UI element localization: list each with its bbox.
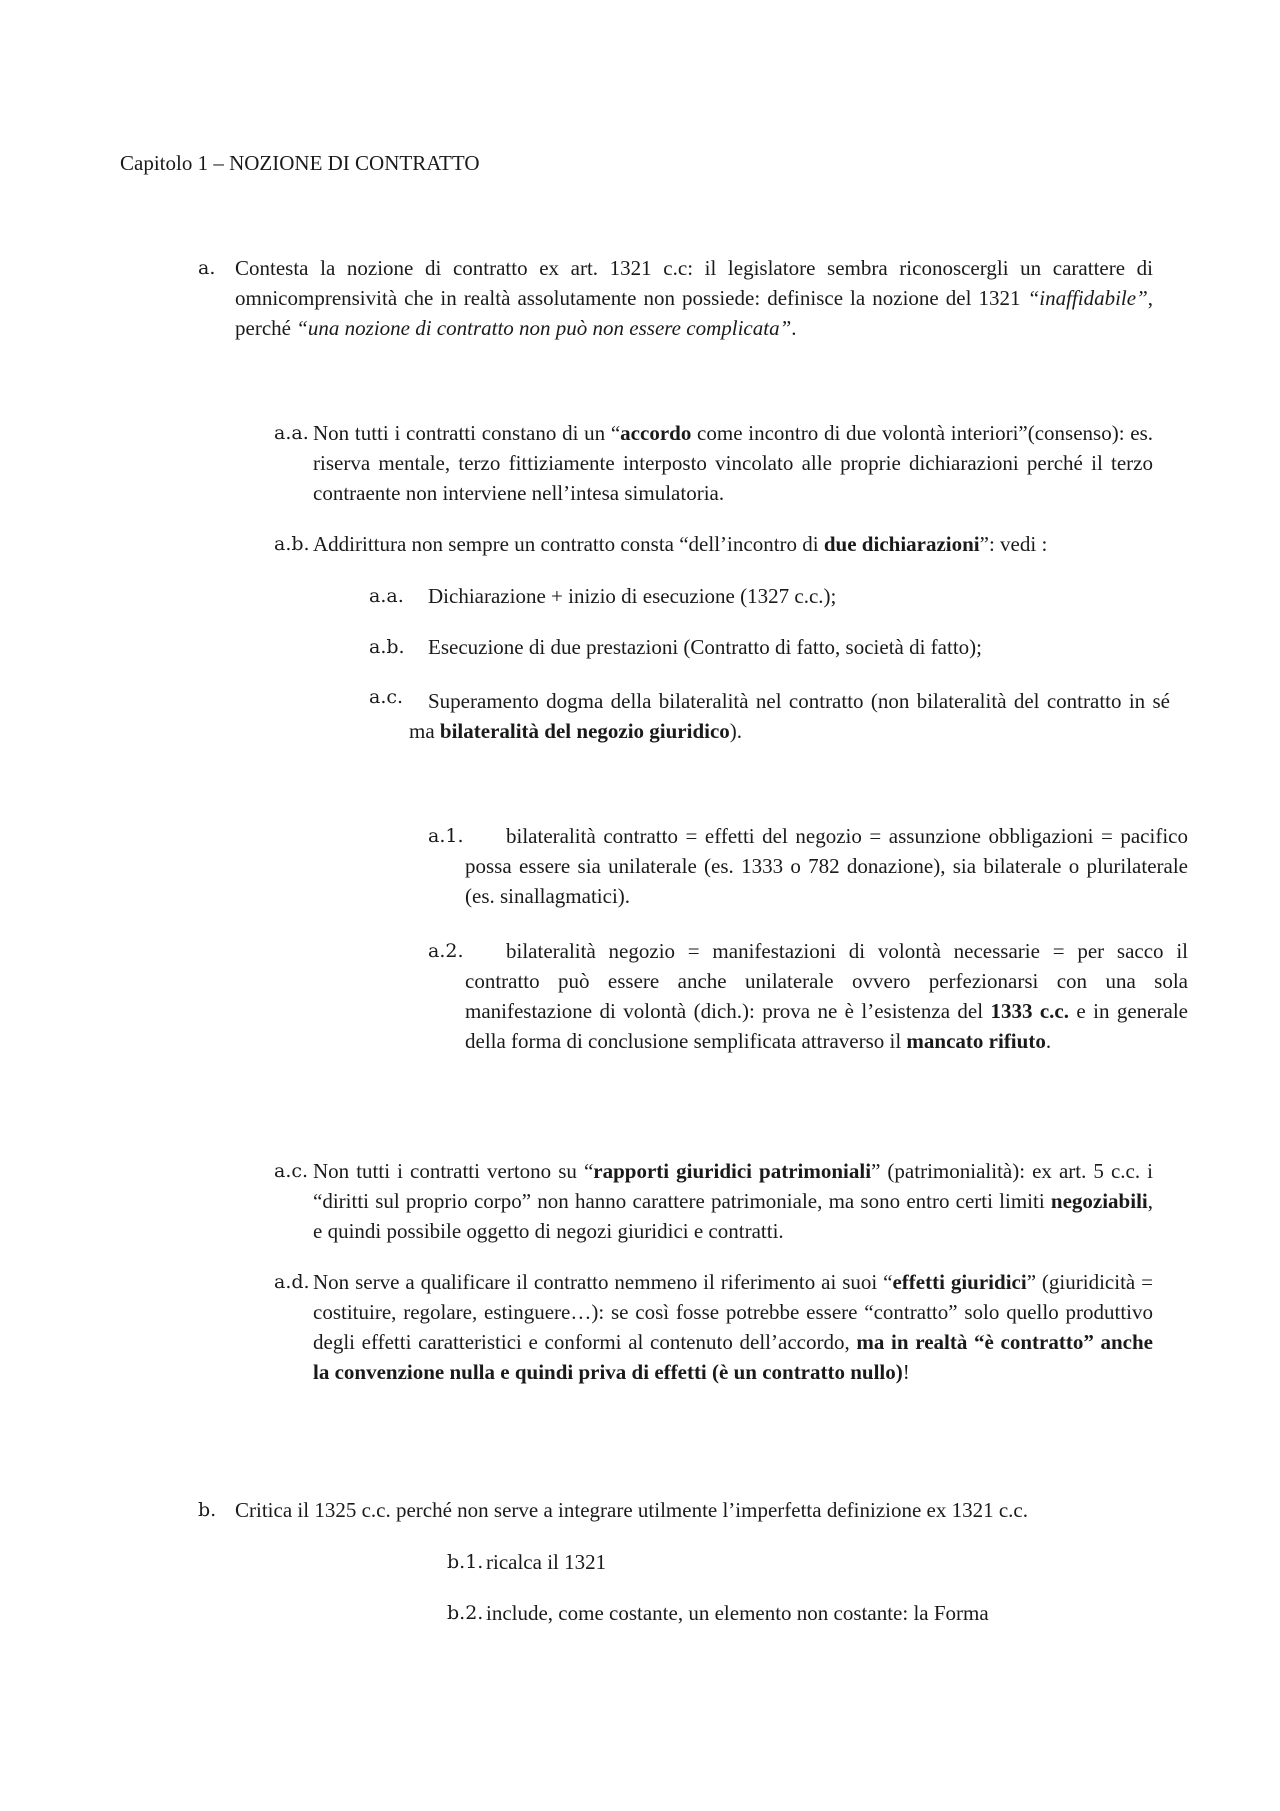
list-label: a.a. (369, 585, 404, 607)
list-label: a.c. (369, 686, 404, 708)
sub-item-b-2 (447, 1598, 1147, 1628)
list-item-a-a (274, 418, 1153, 508)
list-item-text: include, come costante, un elemento non costante: la Forma (486, 1601, 989, 1625)
list-item-text: Non tutti i contratti vertono su “rapporti giuridici patrimoniali” (patrimonialità): ex art. 5 c.c. i “diritti sul proprio corpo” non hanno carattere patrimoniale, ma sono entro certi limiti negoziabili, e quindi possibile oggetto di negozi giuridici e contratti. (313, 1159, 1154, 1243)
list-item-text: Esecuzione di due prestazioni (Contratto di fatto, società di fatto); (428, 635, 982, 659)
sub-item-a-b (369, 632, 1169, 662)
list-item-text: Addirittura non sempre un contratto consta “dell’incontro di due dichiarazioni”: vedi : (313, 532, 1048, 556)
list-item-text: bilateralità contratto = effetti del negozio = assunzione obbligazioni = pacifico possa essere sia unilaterale (es. 1333 o 782 donazione), sia bilaterale o plurilaterale (es. sinallagmatici). (465, 824, 1188, 908)
list-item-text: Non tutti i contratti constano di un “accordo come incontro di due volontà interiori”(consenso): es. riserva mentale, terzo fittiziamente interposto vincolato alle proprie dichiarazioni perché il terzo contraente non interviene nell’intesa simulatoria. (313, 421, 1153, 505)
list-label: a.b. (369, 636, 405, 658)
list-item-text: Contesta la nozione di contratto ex art. 1321 c.c: il legislatore sembra riconoscergli un carattere di omnicomprensività che in realtà assolutamente non possiede: definisce la nozione del 1321 “inaffidabile”, perché “una nozione di contratto non può non essere complicata”. (235, 256, 1153, 340)
list-label: b.2. (447, 1602, 484, 1624)
list-item-text: Superamento dogma della bilateralità nel contratto (non bilateralità del contratto in sé ma bilateralità del negozio giuridico). (409, 689, 1170, 743)
list-label: a.a. (274, 422, 309, 444)
page-title: Capitolo 1 – NOZIONE DI CONTRATTO (120, 151, 480, 175)
list-label: a.2. (428, 940, 464, 962)
list-label: a. (198, 257, 216, 279)
list-item-text: ricalca il 1321 (486, 1550, 607, 1574)
sub-item-a-1 (428, 821, 1188, 911)
list-label: a.b. (274, 533, 310, 555)
list-item-text: bilateralità negozio = manifestazioni di volontà necessarie = per sacco il contratto può essere anche unilaterale ovvero perfezionarsi con una sola manifestazione di volontà (dich.): prova ne è l’esistenza del 1333 c.c. e in generale della forma di conclusione semplificata attraverso il mancato rifiuto. (465, 939, 1188, 1053)
list-item-a-d (274, 1267, 1153, 1387)
list-item-a-c (274, 1156, 1153, 1246)
sub-item-b-1 (447, 1547, 1147, 1577)
list-item-text: Dichiarazione + inizio di esecuzione (1327 c.c.); (428, 584, 837, 608)
list-item-b (198, 1495, 1178, 1525)
list-label: a.d. (274, 1271, 310, 1293)
list-label: b.1. (447, 1551, 484, 1573)
list-label: b. (198, 1499, 217, 1521)
list-item-a-b (274, 529, 1153, 559)
sub-item-a-a (369, 581, 1169, 611)
sub-item-a-2 (428, 936, 1188, 1056)
list-label: a.c. (274, 1160, 309, 1182)
list-item-text: Non serve a qualificare il contratto nemmeno il riferimento ai suoi “effetti giuridici” (giuridicità = costituire, regolare, estinguere…): se così fosse potrebbe essere “contratto” solo quello produttivo degli effetti caratteristici e conformi al contenuto dell’accordo, ma in realtà “è contratto” anche la convenzione nulla e quindi priva di effetti (è un contratto nullo)! (313, 1270, 1154, 1384)
list-item-a (198, 253, 1153, 343)
list-item-text: Critica il 1325 c.c. perché non serve a integrare utilmente l’imperfetta definizione ex 1321 c.c. (235, 1498, 1029, 1522)
sub-item-a-c (369, 686, 1170, 746)
list-label: a.1. (428, 825, 464, 847)
